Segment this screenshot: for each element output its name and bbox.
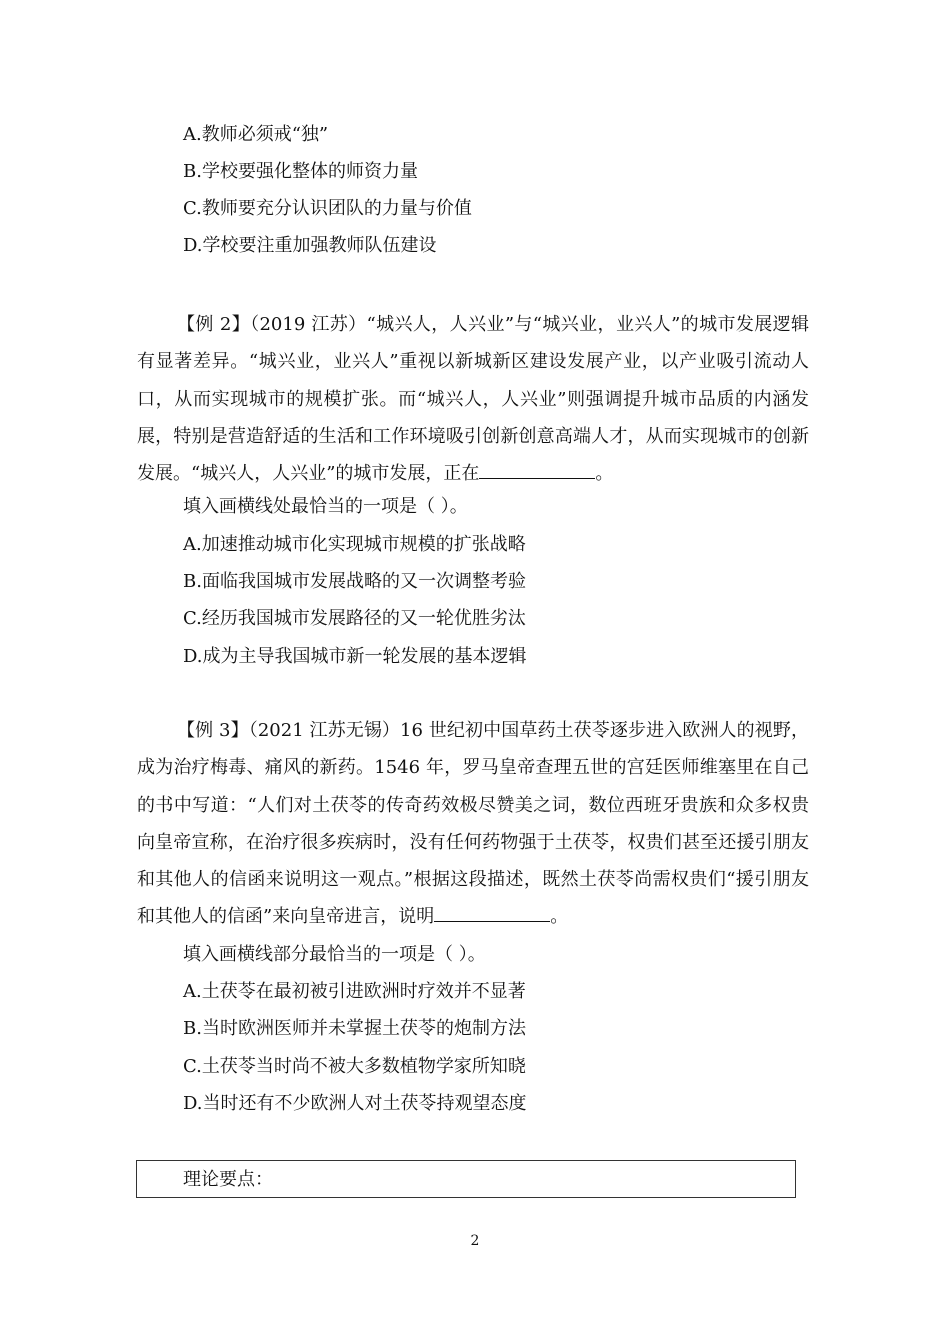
theory-box-label: 理论要点： bbox=[183, 1169, 273, 1190]
q2-answer-blank bbox=[479, 460, 595, 479]
q3-option-d: D.当时还有不少欧洲人对土茯苓持观望态度 bbox=[183, 1093, 527, 1114]
q2-prompt: 填入画横线处最恰当的一项是（ ）。 bbox=[183, 496, 468, 517]
q3-option-a: A.土茯苓在最初被引进欧洲时疗效并不显著 bbox=[183, 981, 526, 1002]
page-number: 2 bbox=[470, 1233, 480, 1249]
q3-prompt: 填入画横线部分最恰当的一项是（ ）。 bbox=[183, 944, 486, 965]
q3-stem-end: 。 bbox=[550, 906, 569, 928]
q2-stem-text: 【例 2】（2019 江苏）“城兴人，人兴业”与“城兴业，业兴人”的城市发展逻辑有显著差异。“城兴业，业兴人”重视以新城新区建设发展产业，以产业吸引流动人口，从而实现城市的规模扩张。而“城兴人，人兴业”则强调提升城市品质的内涵发展，特别是营造舒适的生活和工作环境吸引创新创意高端人才，从而实现城市的创新发展。“城兴人，人兴业”的城市发展，正在 bbox=[137, 314, 809, 485]
q3-option-b: B.当时欧洲医师并未掌握土茯苓的炮制方法 bbox=[183, 1018, 526, 1039]
q3-option-c: C.土茯苓当时尚不被大多数植物学家所知晓 bbox=[183, 1056, 526, 1077]
q3-answer-blank bbox=[434, 903, 550, 922]
q3-stem-text: 【例 3】（2021 江苏无锡）16 世纪初中国草药土茯苓逐步进入欧洲人的视野，成为治疗梅毒、痛风的新药。1546 年，罗马皇帝查理五世的宫廷医师维塞里在自己的书中写道：“人们对土茯苓的传奇药效极尽赞美之词，数位西班牙贵族和众多权贵向皇帝宣称，在治疗很多疾病时，没有任何药物强于土茯苓，权贵们甚至还援引朋友和其他人的信函来说明这一观点。”根据这段描述，既然土茯苓尚需权贵们“援引朋友和其他人的信函”来向皇帝进言，说明 bbox=[137, 720, 809, 928]
q1-option-d: D.学校要注重加强教师队伍建设 bbox=[183, 235, 437, 256]
q3-stem bbox=[137, 712, 809, 936]
q2-stem-end: 。 bbox=[595, 463, 614, 485]
theory-box bbox=[136, 1160, 796, 1198]
q1-option-a: A.教师必须戒“独” bbox=[183, 124, 329, 145]
q2-option-c: C.经历我国城市发展路径的又一轮优胜劣汰 bbox=[183, 608, 526, 629]
q2-option-b: B.面临我国城市发展战略的又一次调整考验 bbox=[183, 571, 526, 592]
q1-option-c: C.教师要充分认识团队的力量与价值 bbox=[183, 198, 472, 219]
q2-stem bbox=[137, 306, 809, 492]
q1-option-b: B.学校要强化整体的师资力量 bbox=[183, 161, 418, 182]
q2-option-d: D.成为主导我国城市新一轮发展的基本逻辑 bbox=[183, 646, 527, 667]
q2-option-a: A.加速推动城市化实现城市规模的扩张战略 bbox=[183, 534, 526, 555]
